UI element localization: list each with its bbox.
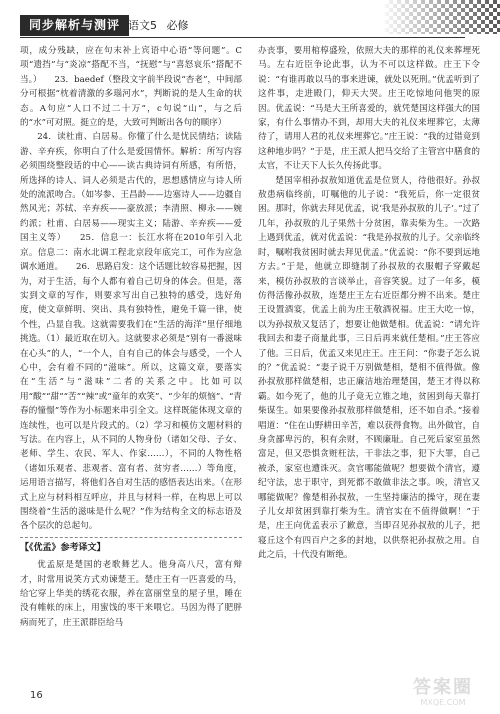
series-brand-label: 同步解析与测评 [20, 15, 129, 36]
translation-paragraph-3: 楚国宰相孙叔敖知道优孟是位贤人，待他很好。孙叔敖患病临终前，叮嘱他的儿子说：“我死后，你一定很贫困。那时，你就去拜见优孟，说‘我是孙叔敖的儿子’。”过了几年，孙叔敖的儿子果然十分贫困，靠卖柴为生。一次路上遇到优孟，就对优孟说：“我是孙叔敖的儿子。父亲临终时，嘱咐我贫困时就去拜见优孟。”优孟说：“你不要到远地方去。”于是，他就立即缝制了孙叔敖的衣服帽子穿戴起来，模仿孙叔敖的言谈举止，音容笑貌。过了一年多，模仿得活像孙叔敖，连楚庄王左右近臣都分辨不出来。楚庄王设置酒宴，优孟上前为庄王敬酒祝福。庄王大吃一惊，以为孙叔敖又复活了，想要让他做楚相。优孟说：“请允许我回去和妻子商量此事，三日后再来就任楚相。”庄王答应了他。三日后，优孟又来见庄王。庄王问：“你妻子怎么说的？”优孟说：“妻子说千万别做楚相，楚相不值得做。像孙叔敖那样做楚相，忠正廉洁地治理楚国，楚王才得以称霸。如今死了，他的儿子竟无立锥之地，贫困到每天靠打柴谋生。如果要像孙叔敖那样做楚相，还不如自杀。”接着唱道：“住在山野耕田辛苦，难以获得食物。出外做官，自身贪鄙卑污的，积有余财，不顾廉耻。自己死后家室虽然富足，但又恐惧贪赃枉法，干非法之事，犯下大罪，自己被杀，家室也遭诛灭。贪官哪能做呢？想要做个清官，遵纪守法，忠于职守，到死都不敢做非法之事。唉，清官又哪能做呢？像楚相孙叔敖，一生坚持廉洁的操守，现在妻子儿女却贫困到靠打柴为生。清官实在不值得做啊！”于是，庄王向优孟表示了歉意，当即召见孙叔敖的儿子，把寝丘这个有四百户之多的封地，以供祭祀孙叔敖之用。自此之后，十代没有断绝。 [258, 175, 480, 561]
watermark-url: MXQE.COM [420, 698, 466, 707]
checker-pattern-decoration [385, 0, 500, 34]
translation-paragraph-2: 办丧事，要用棺椁盛殓，依照大夫的那样的礼仪来葬埋死马。左右近臣争论此事，认为不可以这样做。庄王下令说：“有谁再敢以马的事来进谏，就处以死刑。”优孟听到了这件事，走进殿门，仰天大哭。庄王吃惊地问他哭的原因。优孟说：“马是大王所喜爱的，就凭楚国这样强大的国家，有什么事情办不到，却用大夫的礼仪来埋葬它，太薄待了，请用人君的礼仪来埋葬它。”庄王说：“我的过错竟到这种地步吗？”于是，庄王派人把马交给了主管宫中膳食的太官，不让天下人长久传扬此事。 [258, 46, 480, 172]
watermark-text: 答案圈 [413, 677, 473, 698]
subject-label [128, 15, 195, 36]
page-number: 16 [30, 690, 43, 701]
watermark-logo [398, 678, 488, 708]
right-column [258, 44, 480, 563]
answer-paragraph-1: 项，成分残缺，应在句末补上宾语中心语“等问题”。C项“遗挡”与“炎凉”搭配不当，“抚慰”与“喜怒哀乐”搭配不当。） 23．baedef（整段文字前半段说“杏老”，中间部分可根据“枕着清激的多瑙河水”，判断说的是人生命的状态。A句应“人口不过二十万”，c句说“山”，与之后的“水”可对照。挺立的是，大致可判断出各句的顺序） [20, 46, 242, 129]
page-header [0, 0, 500, 42]
volume-name: 必修 [166, 19, 189, 32]
header-rule [20, 37, 465, 38]
answer-paragraph-2: 24．读杜甫、白居易。你懂了什么是忧民情结；读陆游、辛弃疾，你明白了什么是爱国情怀。解析：所写内容必须围绕整段话的中心——读古典诗词有所感，有所悟，所选择的诗人、词人必须是古代的，思想感情应与诗人所处的流派吻合。（如岑参、王昌龄——边塞诗人——边疆自然风光；苏轼、辛弃疾——豪放派；李清照、柳永——婉约派；杜甫、白居易——现实主义；陆游、辛弃疾——爱国主义等） 25．信息一：长江水将在2010年引入北京。信息二：南水北调工程北京段年底完工，可作为应急调水通道。 26．思路启发：这个话题比较容易把握，因为，对于生活，每个人都有着自己切身的体会。但是，落实到文章的写作，则要求写出自己独特的感受，选好角度，使文章鲜明、突出、具有独特性，避免千篇一律，使个性，凸显自我。这就需要我们在“生活的海洋”里仔细地挑选。（1）最近取在切入。这就要求必须是“别有一番滋味在心头”的人，“一个人，自有自己的体会与感受，一个人心中，会有着不同的“滋味”。所以，这篇文章，要落实在“生活”与“滋味”二者的关系之中。比如可以用“酸”“甜”“苦”“辣”或“童年的欢笑”、“少年的烦恼”、“青春的憧憬”等作为小标题来串引全文。这样既能体现文章的连续性，也可以是片段式的。（2）学习和模仿文题材料的写法。在内容上，从不同的人物身份（诸如父母、子女、老师、学生、农民、军人、作家……），不同的人物性格（诸如乐观者、悲观者、富有者、贫穷者……）等角度，运用语言描写，将他们各自对生活的感悟表达出来。（在形式上应与材料相互呼应，并且与材料一样，在构思上可以围绕着“生活的滋味是什么呢？”作为结构全文的标志语及各个层次的总起句。 [20, 132, 242, 532]
left-column [20, 44, 242, 630]
translation-paragraph-1: 优孟原是楚国的老歌舞艺人。他身高八尺，富有辩才，时常用说笑方式劝谏楚王。楚庄王有一匹喜爱的马，给它穿上华美的绣花衣服，养在富丽堂皇的屋子里，睡在没有帷帐的床上，用蜜饯的枣干来喂它。马因为得了肥胖病而死了，庄王派群臣给马 [20, 560, 242, 628]
subject-name: 语文5 [128, 19, 157, 32]
reference-translation-title: 【《优孟》参考译文】 [20, 537, 242, 556]
